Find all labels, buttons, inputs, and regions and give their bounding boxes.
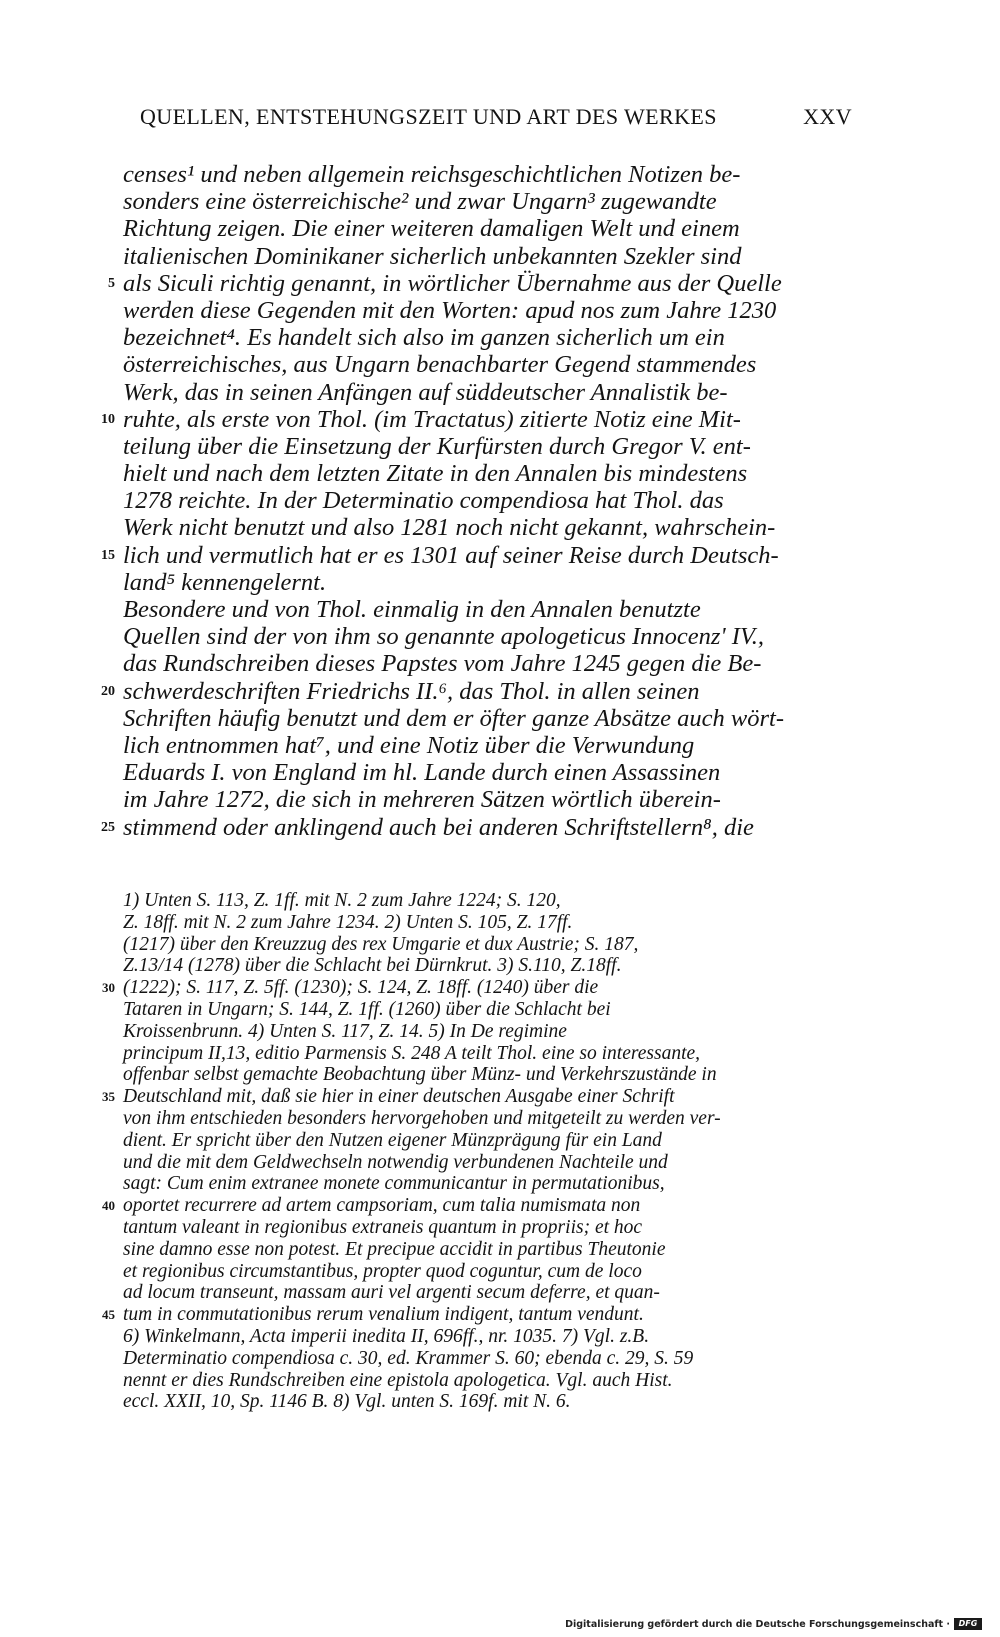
text-line [123, 650, 853, 677]
line-text: Tataren in Ungarn; S. 144, Z. 1ff. (1260) über die Schlacht bei [123, 998, 611, 1020]
footnote-line [123, 1326, 853, 1348]
line-text: von ihm entschieden besonders hervorgehoben und mitgeteilt zu werden ver- [123, 1107, 721, 1129]
line-number: 30 [102, 980, 115, 996]
line-text: censes¹ und neben allgemein reichsgeschichtlichen Notizen be- [123, 161, 741, 188]
line-text: (1222); S. 117, Z. 5ff. (1230); S. 124, Z. 18ff. (1240) über die [123, 977, 599, 999]
text-line [123, 215, 853, 242]
footnote-line [123, 1217, 853, 1239]
footnote-line [123, 955, 853, 977]
text-line [123, 351, 853, 378]
line-text: 6) Winkelmann, Acta imperii inedita II, 696ff., nr. 1035. 7) Vgl. z.B. [123, 1325, 650, 1347]
line-text: werden diese Gegenden mit den Worten: apud nos zum Jahre 1230 [123, 296, 777, 324]
line-text: Werk, das in seinen Anfängen auf süddeutscher Annalistik be- [123, 378, 728, 406]
text-line [123, 732, 853, 759]
line-text: Schriften häufig benutzt und dem er öfter ganze Absätze auch wört- [123, 704, 784, 732]
text-line [123, 324, 853, 351]
footnote-line [102, 1304, 853, 1326]
text-line [123, 786, 853, 813]
footnote-line [123, 1348, 853, 1370]
footnote-line [123, 890, 853, 912]
line-text: sagt: Cum enim extranee monete communicantur in permutationibus, [123, 1173, 665, 1195]
footnote-line [123, 1239, 853, 1261]
line-text: 1278 reichte. In der Determinatio compendiosa hat Thol. das [123, 487, 724, 515]
credit-text: Digitalisierung gefördert durch die Deutsche Forschungsgemeinschaft · [565, 1618, 950, 1630]
line-text: principum II,13, editio Parmensis S. 248 A teilt Thol. eine so interessante, [123, 1042, 701, 1064]
footnote-line [123, 912, 853, 934]
footnote-line [123, 1064, 853, 1086]
text-line [123, 514, 853, 541]
line-text: hielt und nach dem letzten Zitate in den Annalen bis mindestens [123, 460, 748, 488]
line-text: sonders eine österreichische² und zwar Ungarn³ zugewandte [123, 188, 717, 216]
text-line [101, 405, 853, 433]
line-number: 45 [102, 1307, 115, 1323]
dfg-logo: DFG [954, 1618, 982, 1630]
footnote-line [123, 1021, 853, 1043]
line-text: ad locum transeunt, massam auri vel argenti secum deferre, et quan- [123, 1282, 660, 1304]
line-text: das Rundschreiben dieses Papstes vom Jahre 1245 gegen die Be- [123, 650, 762, 678]
text-line [123, 188, 853, 215]
footnote-line [123, 1282, 853, 1304]
footnote-line [123, 1043, 853, 1065]
footnote-line [123, 1152, 853, 1174]
footnote-line [123, 1173, 853, 1195]
line-text: italienischen Dominikaner sicherlich unbekannten Szekler sind [123, 242, 742, 270]
text-line [123, 243, 853, 270]
line-text: ruhte, als erste von Thol. (im Tractatus) zitierte Notiz eine Mit- [123, 405, 741, 433]
text-line [123, 433, 853, 460]
text-line [123, 487, 853, 514]
line-number: 10 [101, 411, 115, 427]
line-text: lich entnommen hat⁷, und eine Notiz über die Verwundung [123, 731, 695, 759]
text-line [123, 705, 853, 732]
line-text: Determinatio compendiosa c. 30, ed. Krammer S. 60; ebenda c. 29, S. 59 [123, 1347, 694, 1369]
line-text: et regionibus circumstantibus, propter quod coguntur, cum de loco [123, 1260, 642, 1282]
line-text: bezeichnet⁴. Es handelt sich also im ganzen sicherlich um ein [123, 324, 725, 352]
footnote-line [123, 934, 853, 956]
text-line [108, 269, 853, 297]
text-line [123, 161, 853, 188]
text-line [123, 379, 853, 406]
line-text: dient. Er spricht über den Nutzen eigener Münzprägung für ein Land [123, 1129, 662, 1151]
footnote-line [123, 1130, 853, 1152]
line-text: und die mit dem Geldwechseln notwendig verbundenen Nachteile und [123, 1151, 668, 1173]
line-text: (1217) über den Kreuzzug des rex Umgarie et dux Austrie; S. 187, [123, 933, 639, 955]
line-text: Eduards I. von England im hl. Lande durch einen Assassinen [123, 759, 721, 787]
line-text: 1) Unten S. 113, Z. 1ff. mit N. 2 zum Jahre 1224; S. 120, [123, 890, 561, 911]
line-text: teilung über die Einsetzung der Kurfürsten durch Gregor V. ent- [123, 432, 751, 460]
page-number: XXV [803, 104, 852, 129]
line-text: Z. 18ff. mit N. 2 zum Jahre 1234. 2) Unten S. 105, Z. 17ff. [123, 911, 573, 933]
line-text: stimmend oder anklingend auch bei anderen Schriftstellern⁸, die [123, 813, 754, 841]
line-text: im Jahre 1272, die sich in mehreren Sätzen wörtlich überein- [123, 786, 721, 814]
running-head [140, 104, 852, 130]
text-line [123, 759, 853, 786]
line-text: offenbar selbst gemachte Beobachtung über Münz- und Verkehrszustände in [123, 1064, 717, 1086]
line-text: land⁵ kennengelernt. [123, 568, 327, 596]
line-text: oportet recurrere ad artem campsoriam, cum talia numismata non [123, 1195, 641, 1217]
footnote-line [123, 1261, 853, 1283]
text-line [101, 813, 853, 841]
text-line [123, 297, 853, 324]
line-text: Werk nicht benutzt und also 1281 noch nicht gekannt, wahrschein- [123, 514, 776, 542]
line-text: sine damno esse non potest. Et precipue accidit in partibus Theutonie [123, 1238, 666, 1260]
digitization-credit [565, 1618, 982, 1630]
line-text: lich und vermutlich hat er es 1301 auf seiner Reise durch Deutsch- [123, 541, 779, 569]
main-text [101, 161, 853, 841]
footnote-line [123, 1391, 853, 1413]
line-text: tantum valeant in regionibus extraneis quantum in propriis; et hoc [123, 1216, 643, 1238]
line-number: 5 [108, 275, 115, 291]
text-line [123, 596, 853, 623]
footnote-line [102, 1086, 853, 1108]
footnote-line [123, 1370, 853, 1392]
line-number: 15 [101, 547, 115, 563]
line-text: österreichisches, aus Ungarn benachbarter Gegend stammendes [123, 351, 757, 379]
footnote-line [123, 1108, 853, 1130]
footnote-line [123, 999, 853, 1021]
line-text: Quellen sind der von ihm so genannte apologeticus Innocenz' IV., [123, 623, 764, 651]
footnotes [102, 890, 853, 1413]
line-text: Kroissenbrunn. 4) Unten S. 117, Z. 14. 5) In De regimine [123, 1020, 567, 1042]
text-line [101, 677, 853, 705]
line-text: Z.13/14 (1278) über die Schlacht bei Dürnkrut. 3) S.110, Z.18ff. [123, 955, 622, 977]
line-number: 35 [102, 1089, 115, 1105]
text-line [123, 460, 853, 487]
running-head-title: QUELLEN, ENTSTEHUNGSZEIT UND ART DES WERKES [140, 104, 717, 129]
line-number: 40 [102, 1198, 115, 1214]
line-text: Besondere und von Thol. einmalig in den Annalen benutzte [123, 596, 701, 623]
text-line [123, 623, 853, 650]
line-text: als Siculi richtig genannt, in wörtlicher Übernahme aus der Quelle [123, 269, 782, 297]
line-number: 20 [101, 683, 115, 699]
line-text: Deutschland mit, daß sie hier in einer deutschen Ausgabe einer Schrift [123, 1086, 675, 1108]
line-text: nennt er dies Rundschreiben eine epistola apologetica. Vgl. auch Hist. [123, 1369, 673, 1391]
text-line [101, 541, 853, 569]
line-text: schwerdeschriften Friedrichs II.⁶, das Thol. in allen seinen [123, 677, 700, 705]
line-number: 25 [101, 819, 115, 835]
footnote-line [102, 977, 853, 999]
line-text: tum in commutationibus rerum venalium indigent, tantum vendunt. [123, 1304, 644, 1326]
footnote-line [102, 1195, 853, 1217]
line-text: Richtung zeigen. Die einer weiteren damaligen Welt und einem [123, 215, 740, 243]
line-text: eccl. XXII, 10, Sp. 1146 B. 8) Vgl. unten S. 169f. mit N. 6. [123, 1391, 571, 1413]
text-line [123, 569, 853, 596]
